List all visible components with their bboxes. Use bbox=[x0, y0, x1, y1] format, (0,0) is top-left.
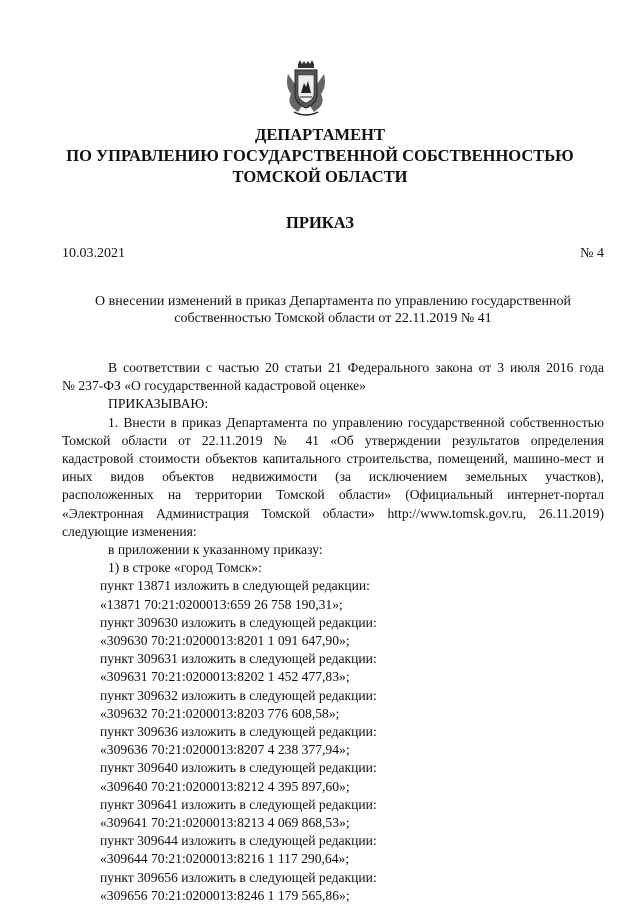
entry-value: «309640 70:21:0200013:8212 4 395 897,60»; bbox=[100, 778, 350, 794]
item1-line4: иных видов объектов недвижимости (за исключением земельных участков), bbox=[62, 469, 604, 485]
entry-label: пункт 309644 изложить в следующей редакции: bbox=[100, 833, 377, 849]
item1-line3: кадастровой стоимости объектов капитального строительства, помещений, машино-мест и bbox=[62, 451, 604, 467]
item1-line6: «Электронная Администрация Томской области» http://www.tomsk.gov.ru, 26.11.2019) bbox=[62, 505, 604, 521]
entry-value: «309644 70:21:0200013:8216 1 117 290,64»; bbox=[100, 851, 350, 867]
department-title-line3: ТОМСКОЙ ОБЛАСТИ bbox=[232, 167, 408, 186]
entry-value: «13871 70:21:0200013:659 26 758 190,31»; bbox=[100, 596, 343, 612]
entry-label: пункт 309640 изложить в следующей редакции: bbox=[100, 760, 377, 776]
subject-line1: О внесении изменений в приказ Департамента по управлению государственной bbox=[95, 294, 571, 309]
item1-last-line: следующие изменения: bbox=[62, 523, 197, 539]
entry-label: пункт 13871 изложить в следующей редакции: bbox=[100, 578, 370, 594]
entry-label: пункт 309630 изложить в следующей редакции: bbox=[100, 614, 377, 630]
entry-value: «309632 70:21:0200013:8203 776 608,58»; bbox=[100, 705, 340, 721]
item1-line1: 1. Внести в приказ Департамента по управлению государственной собственностью bbox=[108, 414, 604, 430]
coat-of-arms-icon bbox=[285, 60, 327, 118]
department-title-line2: ПО УПРАВЛЕНИЮ ГОСУДАРСТВЕННОЙ СОБСТВЕННОСТЬЮ bbox=[66, 146, 574, 165]
item1-line2: Томской области от 22.11.2019 № 41 «Об утверждении результатов определения bbox=[62, 432, 604, 448]
preamble-line1: В соответствии с частью 20 статьи 21 Федерального закона от 3 июля 2016 года bbox=[108, 360, 604, 375]
entry-label: пункт 309632 изложить в следующей редакции: bbox=[100, 687, 377, 703]
document-number: № 4 bbox=[580, 246, 604, 261]
entry-label: пункт 309656 изложить в следующей редакции: bbox=[100, 869, 377, 885]
entry-value: «309631 70:21:0200013:8202 1 452 477,83»; bbox=[100, 669, 350, 685]
annex-line: в приложении к указанному приказу: bbox=[108, 542, 323, 558]
subitem-line: 1) в строке «город Томск»: bbox=[108, 560, 262, 576]
entry-label: пункт 309641 изложить в следующей редакции: bbox=[100, 796, 377, 812]
entry-value: «309636 70:21:0200013:8207 4 238 377,94»; bbox=[100, 742, 350, 758]
document-date: 10.03.2021 bbox=[62, 246, 125, 261]
entry-label: пункт 309636 изложить в следующей редакции: bbox=[100, 724, 377, 740]
item1-line5: расположенных на территории Томской области» (Официальный интернет-портал bbox=[62, 487, 604, 503]
entry-value: «309630 70:21:0200013:8201 1 091 647,90»; bbox=[100, 633, 350, 649]
document-type: ПРИКАЗ bbox=[286, 213, 354, 232]
entry-value: «309656 70:21:0200013:8246 1 179 565,86»; bbox=[100, 887, 350, 903]
department-title-line1: ДЕПАРТАМЕНТ bbox=[255, 125, 385, 144]
entry-label: пункт 309631 изложить в следующей редакции: bbox=[100, 651, 377, 667]
document-body bbox=[62, 359, 604, 905]
order-word: ПРИКАЗЫВАЮ: bbox=[108, 396, 209, 412]
entry-value: «309641 70:21:0200013:8213 4 069 868,53»; bbox=[100, 815, 350, 831]
preamble-line2: № 237-ФЗ «О государственной кадастровой оценке» bbox=[62, 378, 366, 394]
subject-line2: собственностью Томской области от 22.11.2019 № 41 bbox=[174, 311, 492, 326]
